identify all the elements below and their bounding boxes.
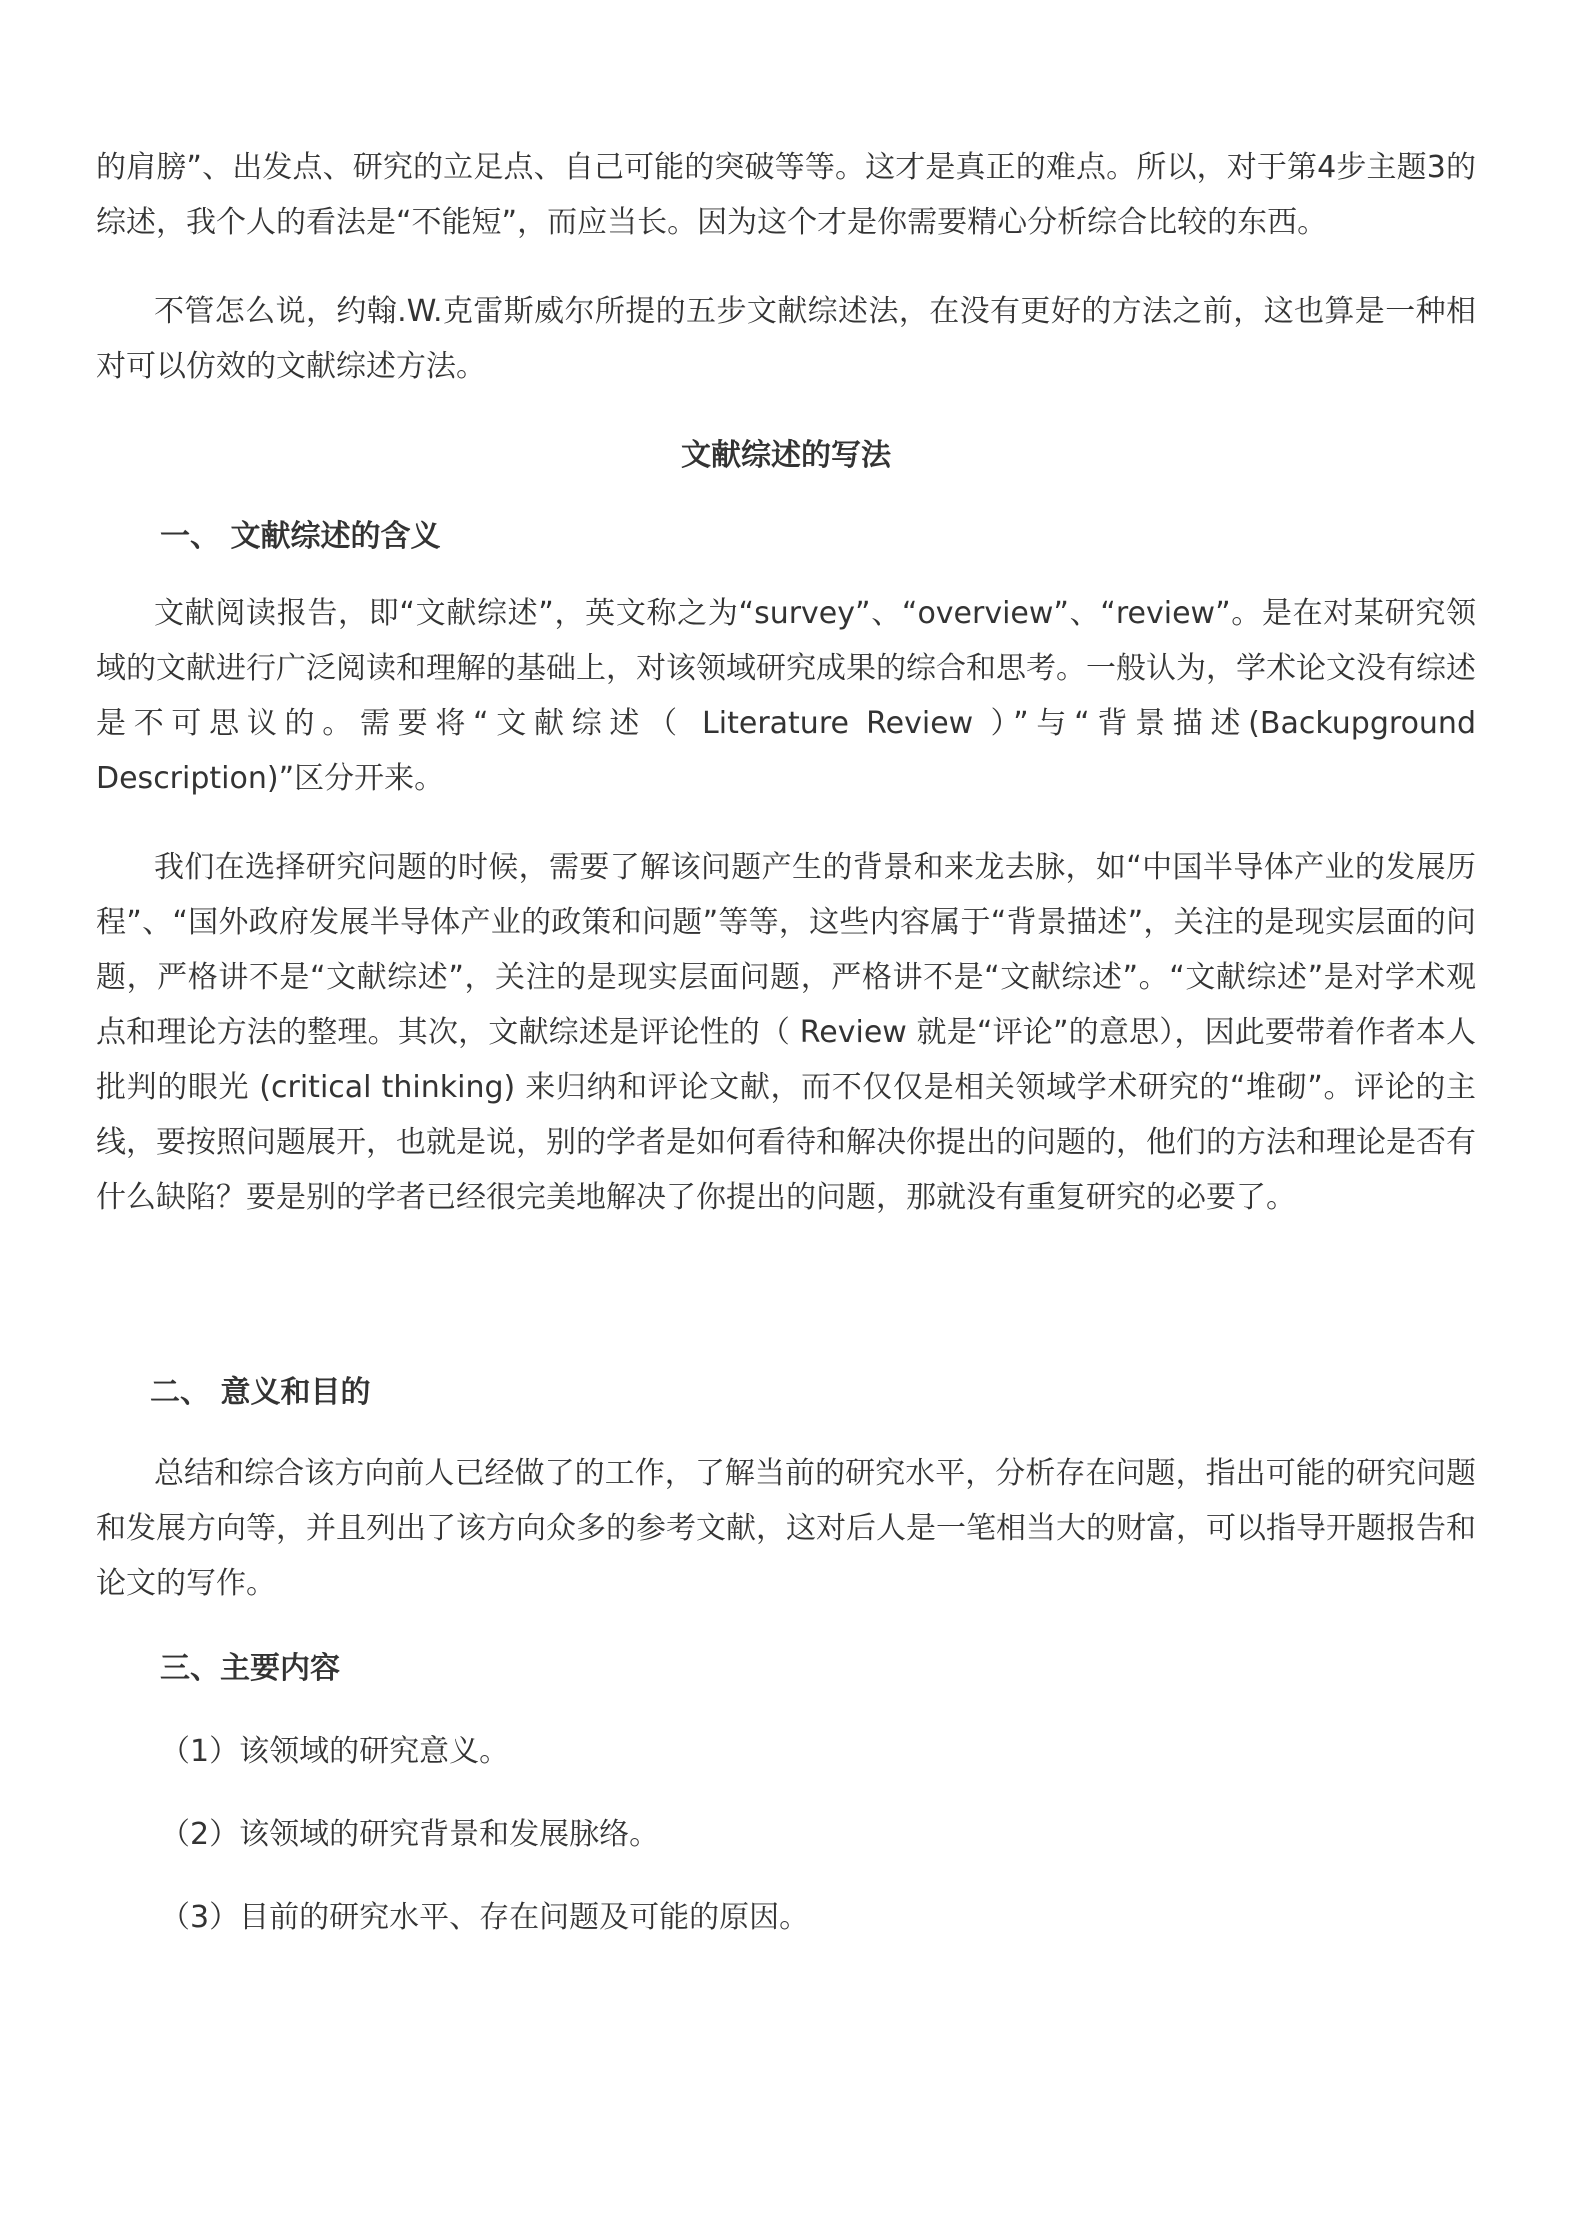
section-2-heading: 二、 意义和目的 xyxy=(150,1375,371,1410)
document-body xyxy=(96,140,1476,1945)
section-2-paragraph-1: 总结和综合该方向前人已经做了的工作，了解当前的研究水平，分析存在问题，指出可能的研究问题和发展方向等，并且列出了该方向众多的参考文献，这对后人是一笔相当大的财富，可以指导开题报告和论文的写作。 xyxy=(96,1456,1476,1601)
intro-paragraph-1: 的肩膀”、出发点、研究的立足点、自己可能的突破等等。这才是真正的难点。所以，对于第4步主题3的综述，我个人的看法是“不能短”，而应当长。因为这个才是你需要精心分析综合比较的东西。 xyxy=(96,150,1476,240)
section-1-paragraph-1: 文献阅读报告，即“文献综述”，英文称之为“survey”、“overview”、“review”。是在对某研究领域的文献进行广泛阅读和理解的基础上，对该领域研究成果的综合和思考。一般认为，学术论文没有综述是不可思议的。需要将“文献综述（ Literature Review ）”与“背景描述(Backupground Description)”区分开来。 xyxy=(96,596,1476,796)
intro-paragraph-2: 不管怎么说，约翰.W.克雷斯威尔所提的五步文献综述法，在没有更好的方法之前，这也算是一种相对可以仿效的文献综述方法。 xyxy=(96,294,1476,384)
list-item: （3）目前的研究水平、存在问题及可能的原因。 xyxy=(160,1900,810,1935)
list-item: （1）该领域的研究意义。 xyxy=(160,1734,510,1769)
page-title: 文献综述的写法 xyxy=(681,438,891,473)
list-item: （2）该领域的研究背景和发展脉络。 xyxy=(160,1817,660,1852)
section-1-heading: 一、 文献综述的含义 xyxy=(160,519,441,554)
section-3-heading: 三、主要内容 xyxy=(160,1651,340,1686)
section-1-paragraph-2: 我们在选择研究问题的时候，需要了解该问题产生的背景和来龙去脉，如“中国半导体产业的发展历程”、“国外政府发展半导体产业的政策和问题”等等，这些内容属于“背景描述”，关注的是现实层面的问题，严格讲不是“文献综述”，关注的是现实层面问题，严格讲不是“文献综述”。“文献综述”是对学术观点和理论方法的整理。其次，文献综述是评论性的（ Review 就是“评论”的意思），因此要带着作者本人批判的眼光 (critical thinking) 来归纳和评论文献，而不仅仅是相关领域学术研究的“堆砌”。评论的主线，要按照问题展开，也就是说，别的学者是如何看待和解决你提出的问题的，他们的方法和理论是否有什么缺陷？要是别的学者已经很完美地解决了你提出的问题，那就没有重复研究的必要了。 xyxy=(96,850,1476,1215)
